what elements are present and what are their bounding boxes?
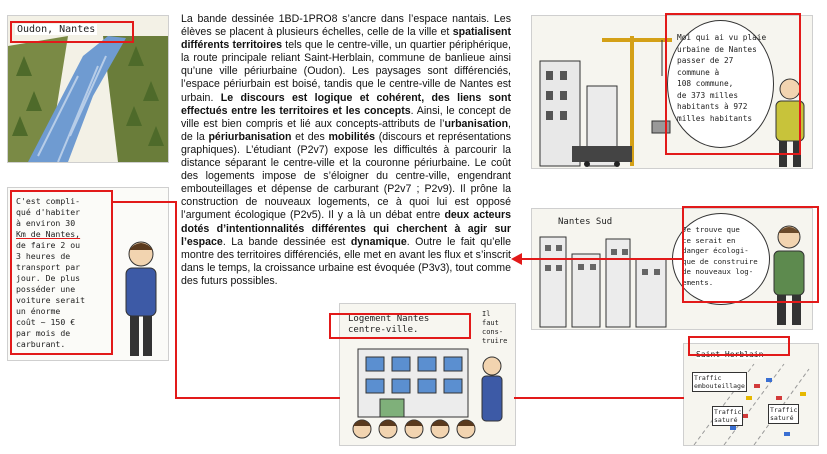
speech-line: habitants à 972	[677, 102, 748, 111]
arrow-head-icon	[510, 252, 524, 266]
speech-line: Il	[482, 310, 491, 318]
student-figure	[118, 238, 164, 358]
traffic-tag-line: Traffic	[714, 408, 742, 416]
emphasis-text: Le discours est logique et cohérent, des liens sont effectués entre les territoires et les concepts	[181, 91, 511, 117]
highlight-traffic	[688, 336, 790, 356]
speech-line: carburant.	[16, 339, 66, 349]
highlight-oudon	[10, 21, 134, 43]
panel-label-traffic: Saint-Herblain	[696, 350, 764, 359]
body-text: . La bande dessinée est	[222, 235, 351, 248]
speech-line: de nouveaux log-	[682, 267, 754, 276]
connector-line	[175, 201, 177, 398]
speech-line: jour. De plus	[16, 273, 81, 283]
speech-line: à environ 30	[16, 218, 76, 228]
connector-line	[514, 397, 684, 399]
speech-line: passer de 27	[677, 56, 734, 65]
emphasis-text: périurbanisation	[208, 130, 292, 143]
speech-line: danger écologi-	[682, 246, 749, 255]
speech-line: 3 heures de	[16, 251, 71, 261]
panel-label-oudon: Oudon, Nantes	[17, 24, 96, 35]
speech-line: que de construire	[682, 256, 758, 266]
speech-build	[482, 310, 512, 346]
highlight-commute	[10, 190, 113, 355]
highlight-growth	[665, 13, 801, 155]
traffic-tag-line: embouteillage	[694, 382, 745, 390]
speech-line: ements.	[682, 277, 714, 287]
body-text: , de la	[181, 117, 511, 143]
highlight-ecology	[682, 206, 819, 303]
traffic-tag	[712, 406, 743, 426]
traffic-tag	[692, 372, 747, 392]
speech-line: voiture serait	[16, 295, 86, 305]
body-text: La bande dessinée 1BD-1PRO8 s’ancre dans l’espace nantais. Les élèves se placent à plusieurs échelles, celle de la ville et	[181, 13, 511, 39]
speech-line: 108 commune,	[677, 79, 734, 88]
speech-line: C'est compli-	[16, 196, 81, 206]
body-text: tels que le centre-ville, un quartier périphérique, la route principale reliant Saint-Herblain, commune de banlieue ainsi qu’une ville périurbaine (Oudon). Les paysages sont différenciés, l’espace périurbain est boisé, tandis que le centre-ville de Nantes est urbain.	[181, 39, 511, 104]
emphasis-text: mobilités	[328, 130, 376, 143]
body-text: et des	[291, 130, 329, 143]
body-text: . Ainsi, le concept de ville est bien compris et lié aux concepts-attributs de l’	[181, 104, 512, 130]
speech-line: posséder une	[16, 284, 76, 294]
body-text: (discours et représentations graphiques). L’étudiant (P2v7) expose les difficultés à parcourir la distance séparant le centre-ville et la couronne périurbaine. Le coût des logements impose de s’éloigner du centre-ville, engendrant embouteillages et dépense de carburant (P2v7 ; P2v9). Il prône la construction de nouveaux logements, ce à quoi lui est opposé l’argument écologique (P2v5). Il y a là un débat entre	[181, 130, 511, 222]
emphasis-text: dynamique	[350, 235, 407, 248]
speech-line: truire	[482, 337, 508, 345]
speech-line: Moi qui ai vu plaie	[677, 33, 767, 42]
speech-line: qué d'habiter	[16, 207, 81, 217]
traffic-tag	[768, 404, 799, 424]
connector-line	[113, 201, 176, 203]
speech-line: de faire 2 ou	[16, 240, 81, 250]
speech-line: faut	[482, 319, 499, 327]
analysis-paragraph	[181, 13, 511, 288]
traffic-tag-line: saturé	[770, 414, 794, 422]
speech-line: par mois de	[16, 328, 71, 338]
speech-line: milles habitants	[677, 113, 753, 123]
housing-label-line: centre-ville.	[348, 325, 419, 335]
traffic-tag-line: Traffic	[694, 374, 722, 382]
speech-line: ce serait en	[682, 235, 736, 245]
speech-line: de 373 milles	[677, 90, 739, 100]
comic-panel-traffic	[683, 343, 819, 446]
traffic-tag-line: Traffic	[770, 406, 798, 414]
connector-line	[521, 258, 682, 260]
highlight-housing	[329, 313, 471, 339]
emphasis-text: urbanisation	[444, 117, 509, 130]
speech-line: commune à	[677, 67, 720, 77]
panel-label-nantes-sud: Nantes Sud	[558, 217, 613, 227]
body-text: . Outre le fait qu’elle montre des territoires différenciés, elle met en avant les flux et s’inscrit dans le temps, la croissance urbaine est évoquée (P3v3), tout comme des futurs possibles.	[181, 235, 511, 287]
traffic-drawing	[684, 344, 818, 445]
connector-line	[175, 397, 340, 399]
housing-label-line: Logement Nantes	[348, 314, 430, 324]
connector-line	[665, 85, 667, 115]
speech-line: coût ~ 150 €	[16, 317, 76, 327]
speech-line: Km de Nantes,	[16, 229, 81, 239]
traffic-tag-line: saturé	[714, 416, 738, 424]
emphasis-text: spatialisent différents territoires	[181, 26, 511, 52]
speech-line: urbaine de Nantes	[677, 44, 757, 54]
emphasis-text: deux acteurs dotés d’intentionnalités différentes qui cherchent à agir sur l’espace	[181, 209, 511, 248]
speech-line: cons-	[482, 328, 504, 336]
speech-line: transport par	[16, 262, 81, 272]
speech-line: un énorme	[16, 306, 61, 316]
speech-line: Je trouve que	[682, 225, 740, 234]
